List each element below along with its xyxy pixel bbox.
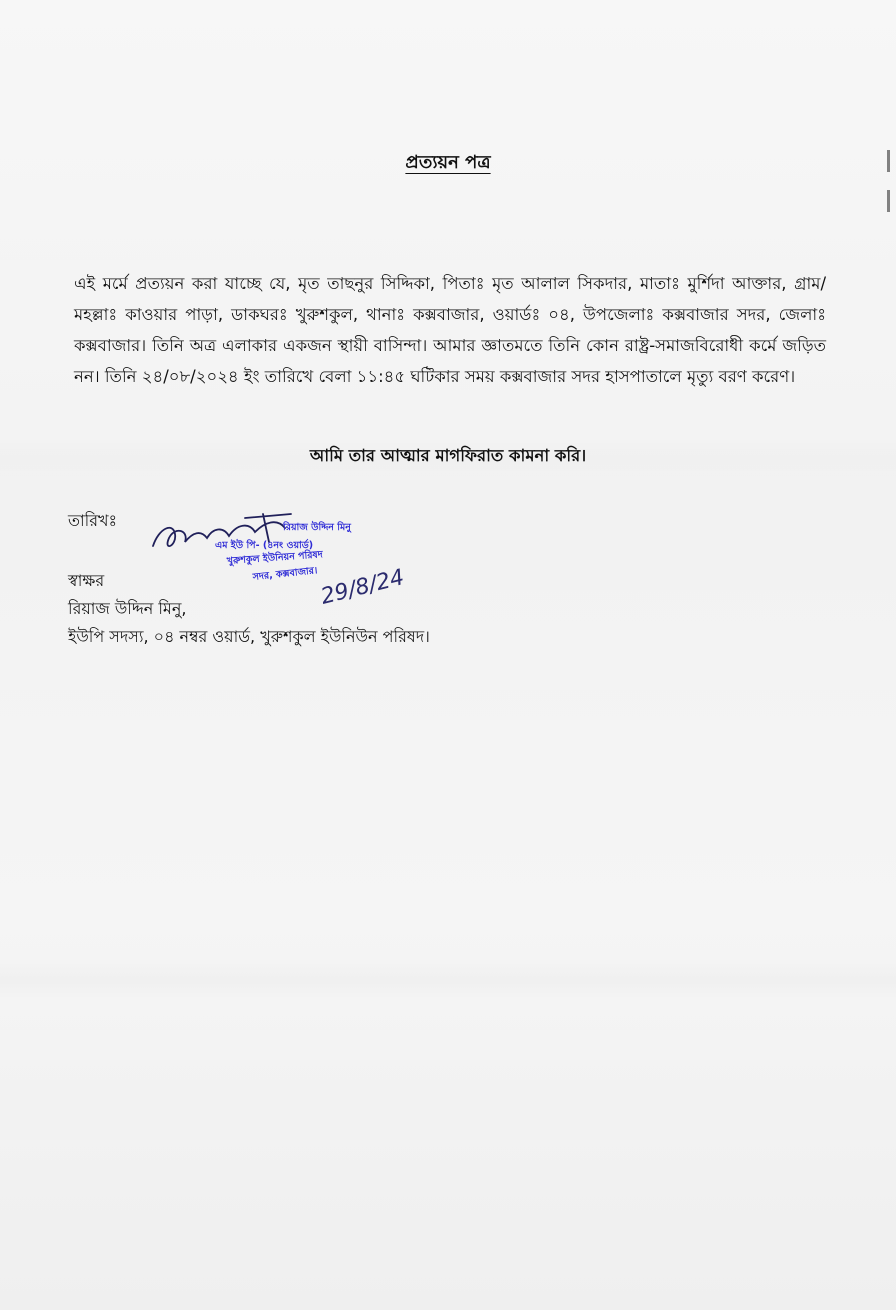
date-label: তারিখঃ xyxy=(68,511,118,530)
signature-and-seal xyxy=(145,508,425,618)
certificate-body xyxy=(74,268,826,392)
scan-edge-mark xyxy=(887,190,890,212)
signer-title: ইউপি সদস্য, ০৪ নম্বর ওয়ার্ড, খুরুশকুল ইউনিউন পরিষদ। xyxy=(68,627,430,646)
body-paragraph: এই মর্মে প্রত্যয়ন করা যাচ্ছে যে, মৃত তাছনুর সিদ্দিকা, পিতাঃ মৃত আলাল সিকদার, মাতাঃ মুর্শিদা আক্তার, গ্রাম/মহল্লাঃ কাওয়ার পাড়া, ডাকঘরঃ খুরুশকুল, থানাঃ কক্সবাজার, ওয়ার্ডঃ ০৪, উপজেলাঃ কক্সবাজার সদর, জেলাঃ কক্সবাজার। তিনি অত্র এলাকার একজন স্থায়ী বাসিন্দা। আমার জ্ঞাতমতে তিনি কোন রাষ্ট্র-সমাজবিরোধী কর্মে জড়িত নন। তিনি ২৪/০৮/২০২৪ ইং তারিখে বেলা ১১:৪৫ ঘটিকার সময় কক্সবাজার সদর হাসপাতালে মৃত্যু বরণ করেণ। xyxy=(74,274,826,386)
prayer-line: আমি তার আত্মার মাগফিরাত কামনা করি। xyxy=(309,446,587,465)
title-text: প্রত্যয়ন পত্র xyxy=(405,152,491,173)
handwritten-date: 29/8/24 xyxy=(318,565,407,610)
signature-label: স্বাক্ষর xyxy=(68,571,105,590)
seal-line-4: সদর, কক্সবাজার। xyxy=(252,565,318,583)
document-title xyxy=(0,148,896,179)
seal-line-1: রিয়াজ উদ্দিন মিনু xyxy=(283,522,351,533)
paper-fold-shadow xyxy=(0,960,896,1000)
signer-name: রিয়াজ উদ্দিন মিনু, xyxy=(68,599,187,618)
seal-line-2: এম ইউ পি- (৪নং ওয়ার্ড) xyxy=(215,540,314,551)
seal-line-3: খুরুশকুল ইউনিয়ন পরিষদ xyxy=(226,549,324,567)
